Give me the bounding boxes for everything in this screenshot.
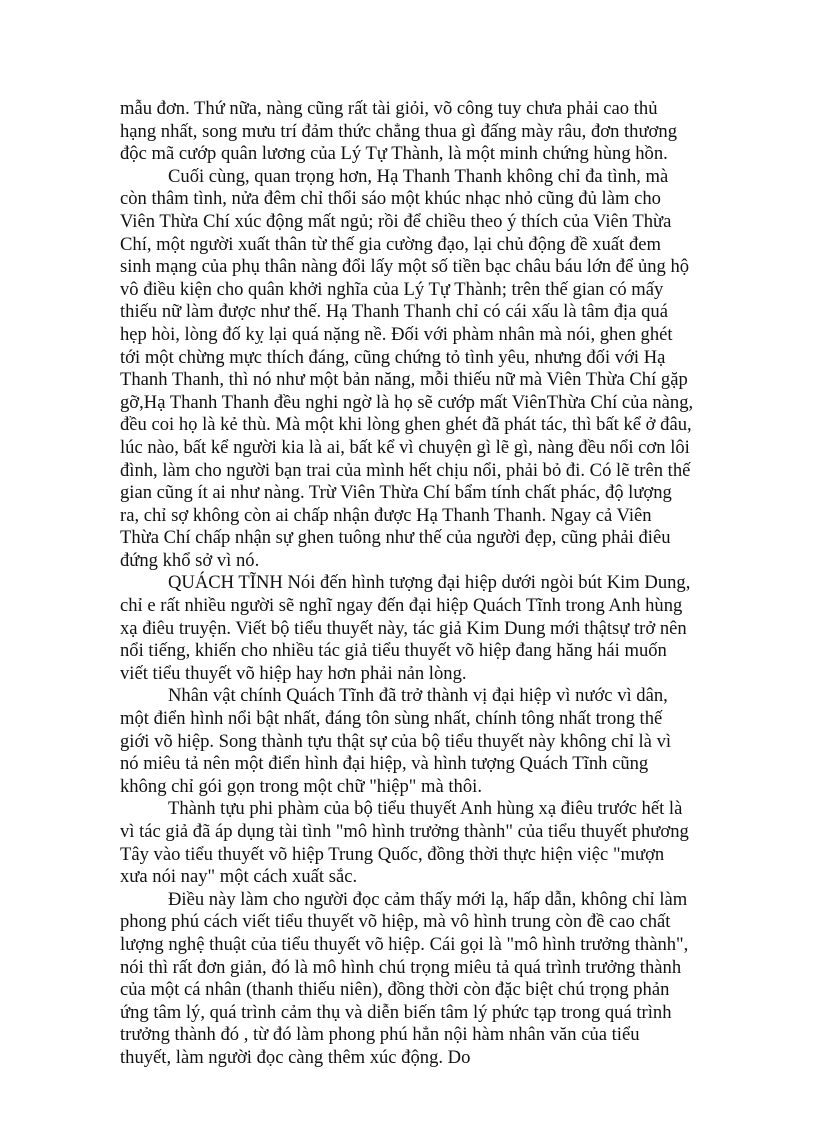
paragraph-ha-thanh-thanh: Cuối cùng, quan trọng hơn, Hạ Thanh Thanh không chỉ đa tình, mà còn thâm tình, nửa đêm chỉ thổi sáo một khúc nhạc nhỏ cũng đủ làm cho Viên Thừa Chí xúc động mất ngủ; rồi để chiều theo ý thích của Viên Thừa Chí, một người xuất thân từ thế gia cường đạo, lại chủ động đề xuất đem sinh mạng của phụ thân nàng đổi lấy một số tiền bạc châu báu lớn để ủng hộ vô điều kiện cho quân khởi nghĩa của Lý Tự Thành; trên thế gian có mấy thiếu nữ làm được như thế. Hạ Thanh Thanh chỉ có cái xấu là tâm địa quá hẹp hòi, lòng đố kỵ lại quá nặng nề. Đối với phàm nhân mà nói, ghen ghét tới một chừng mực thích đáng, cũng chứng tỏ tình yêu, nhưng đối với Hạ Thanh Thanh, thì nó như một bản năng, mỗi thiếu nữ mà Viên Thừa Chí gặp gỡ,Hạ Thanh Thanh đều nghi ngờ là họ sẽ cướp mất ViênThừa Chí của nàng, đều coi họ là kẻ thù. Mà một khi lòng ghen ghét đã phát tác, thì bất kể ở đâu, lúc nào, bất kể người kia là ai, bất kể vì chuyện gì lẽ gì, nàng đều nổi cơn lôi đình, làm cho người bạn trai của mình hết chịu nổi, phải bỏ đi. Có lẽ trên thế gian cũng ít ai như nàng. Trừ Viên Thừa Chí bẩm tính chất phác, độ lượng ra, chỉ sợ không còn ai chấp nhận được Hạ Thanh Thanh. Ngay cả Viên Thừa Chí chấp nhận sự ghen tuông như thế của người đẹp, cũng phải điêu đứng khổ sở vì nó. — [120, 165, 694, 571]
paragraph-quach-tinh-intro: QUÁCH TĨNH Nói đến hình tượng đại hiệp dưới ngòi bút Kim Dung, chỉ e rất nhiều người sẽ nghĩ ngay đến đại hiệp Quách Tĩnh trong Anh hùng xạ điêu truyện. Viết bộ tiểu thuyết này, tác giả Kim Dung mới thậtsự trở nên nổi tiếng, khiến cho nhiều tác giả tiểu thuyết võ hiệp đang hăng hái muốn viết tiểu thuyết võ hiệp hay hơn phải nản lòng. — [120, 572, 691, 684]
paragraph-growth-model: Thành tựu phi phàm của bộ tiểu thuyết Anh hùng xạ điêu trước hết là vì tác giả đã áp dụng tài tình "mô hình trưởng thành" của tiểu thuyết phương Tây vào tiểu thuyết võ hiệp Trung Quốc, đồng thời thực hiện việc "mượn xưa nói nay" một cách xuất sắc. — [120, 798, 689, 888]
paragraph-continuation: mẫu đơn. Thứ nữa, nàng cũng rất tài giỏi, võ công tuy chưa phải cao thủ hạng nhất, song mưu trí đảm thức chẳng thua gì đấng mày râu, đơn thương độc mã cướp quân lương của Lý Tự Thành, là một minh chứng hùng hồn. — [120, 98, 677, 165]
document-page — [120, 98, 694, 1070]
paragraph-quach-tinh-hero: Nhân vật chính Quách Tĩnh đã trở thành vị đại hiệp vì nước vì dân, một điển hình nổi bật nhất, đáng tôn sùng nhất, chính tông nhất trong thế giới võ hiệp. Song thành tựu thật sự của bộ tiểu thuyết này không chỉ là vì nó miêu tả nên một điển hình đại hiệp, và hình tượng Quách Tĩnh cũng không chỉ gói gọn trong một chữ "hiệp" mà thôi. — [120, 685, 672, 797]
paragraph-novelty: Điều này làm cho người đọc cảm thấy mới lạ, hấp dẫn, không chỉ làm phong phú cách viết tiểu thuyết võ hiệp, mà vô hình trung còn đề cao chất lượng nghệ thuật của tiểu thuyết võ hiệp. Cái gọi là "mô hình trưởng thành", nói thì rất đơn giản, đó là mô hình chú trọng miêu tả quá trình trưởng thành của một cá nhân (thanh thiếu niên), đồng thời còn đặc biệt chú trọng phản ứng tâm lý, quá trình cảm thụ và diễn biến tâm lý phức tạp trong quá trình trưởng thành đó , từ đó làm phong phú hẳn nội hàm nhân văn của tiểu thuyết, làm người đọc càng thêm xúc động. Do — [120, 888, 689, 1068]
